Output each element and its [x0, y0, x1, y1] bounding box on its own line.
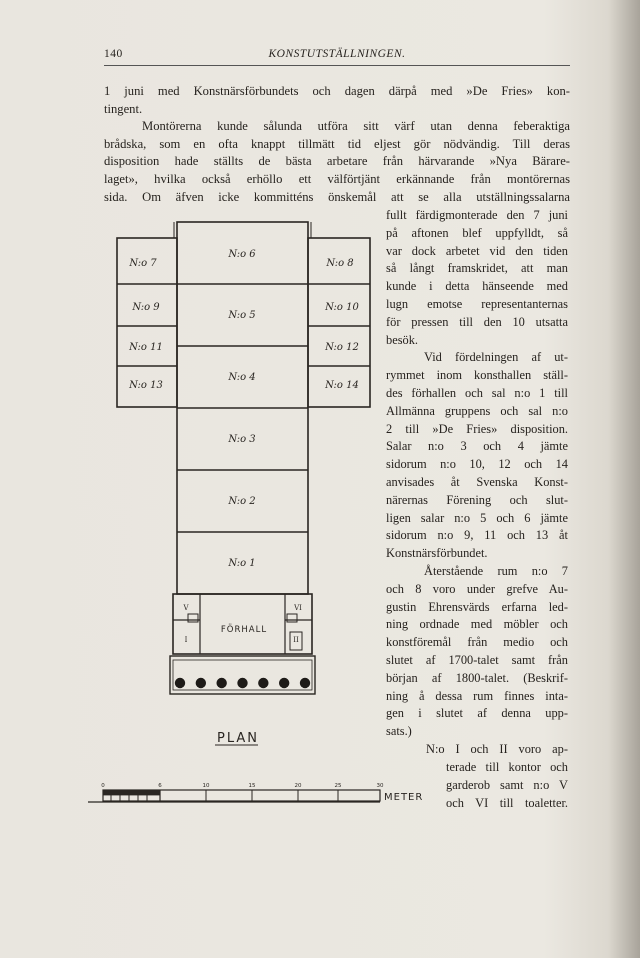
portico: [170, 656, 315, 694]
portico-column: [237, 678, 247, 688]
scale-unit-label: METER: [384, 792, 424, 803]
text-line: rymmet inom konsthallen ställ-: [386, 368, 568, 383]
text-line: Återstående rum n:o 7: [424, 563, 568, 578]
room-label-12: N:o 12: [325, 342, 359, 353]
hall-label: FÖRHALL: [220, 625, 268, 635]
text-line: och VI till toaletter.: [446, 795, 568, 810]
text-line: slutet af 1700-talet samt från: [386, 652, 568, 667]
text-line: kunde i detta hänseende med: [386, 279, 568, 294]
text-line: Salar n:o 3 och 4 jämte: [386, 439, 568, 454]
text-line: sida. Om äfven icke kommitténs önskemål att se alla utställningssalarna: [104, 189, 570, 204]
text-line: början af 1800-talet. (Beskrif-: [386, 670, 568, 685]
text-line: gen i slutet af denna upp-: [386, 706, 568, 721]
room-label-II: II: [293, 636, 299, 644]
room-label-7: N:o 7: [129, 258, 157, 269]
scale-tick-label: 10: [202, 783, 210, 789]
text-line: fullt färdigmonterade den 7 juni: [386, 208, 568, 222]
portico-column: [196, 678, 206, 688]
scale-tick-label: 30: [376, 783, 384, 789]
text-line: var dock arbetet vid den tiden: [386, 243, 568, 258]
page-number: 140: [104, 48, 123, 60]
text-line: sidorum n:o 9, 11 och 13 åt: [386, 528, 568, 543]
portico-column: [216, 678, 226, 688]
text-line: garderob samt n:o V: [446, 777, 568, 792]
text-line: och 8 voro under grefve Au-: [386, 581, 568, 596]
scale-tick-label: 0: [101, 783, 105, 789]
text-line: disposition hade ställts de bästa arbetare från härvarande »Nya Bärare-: [104, 154, 570, 169]
room-label-I: I: [184, 636, 188, 644]
text-line: Montörerna kunde sålunda utföra sitt värf utan denna feberaktiga: [142, 119, 570, 134]
room-label-2: N:o 2: [228, 496, 256, 507]
text-line: gustin Ehrensvärds erfarna led-: [386, 599, 568, 614]
text-line: laget», hvilka också erhöllo ett välförtjänt erkännande från montörernas: [104, 172, 570, 186]
scale-tick-label: 25: [334, 783, 342, 789]
room-label-9: N:o 9: [132, 302, 160, 313]
text-line: så långt framskridet, att man: [386, 261, 568, 276]
scale-tick-label: 20: [294, 783, 302, 789]
room-label-10: N:o 10: [325, 302, 359, 313]
room-label-14: N:o 14: [325, 380, 359, 391]
portico-column: [279, 678, 289, 688]
scale-tick-label: 6: [158, 783, 162, 789]
text-line: 1 juni med Konstnärsförbundets och dagen därpå med »De Fries» kon-: [104, 84, 570, 98]
text-line: sidorum n:o 10, 12 och 14: [386, 457, 568, 472]
text-line: brådska, som en ofta knappt tillmätt tid eljest gör nödvändig. Till deras: [104, 136, 570, 151]
room-label-4: N:o 4: [228, 372, 256, 383]
text-line: för pressen till den 10 utsatta: [386, 314, 568, 329]
portico-columns: [175, 678, 310, 688]
text-line: terade till kontor och: [446, 760, 568, 774]
text-line: på aftonen blef uppfylldt, så: [386, 225, 568, 240]
text-line: sats.): [386, 724, 412, 739]
room-label-3: N:o 3: [228, 434, 256, 445]
running-title: KONSTUTSTÄLLNINGEN.: [268, 48, 406, 60]
text-line: ning ordnade med möbler och: [386, 617, 568, 632]
text-line: besök.: [386, 332, 419, 347]
room-label-8: N:o 8: [326, 258, 354, 269]
text-line: konstföremål från medio och: [386, 635, 568, 650]
text-line: anvisades åt Svenska Konst-: [386, 474, 568, 489]
text-line: N:o I och II voro ap-: [426, 741, 568, 756]
text-line: Konstnärsförbundet.: [386, 546, 488, 561]
room-label-1: N:o 1: [228, 558, 256, 569]
text-line: närernas Förening och slut-: [386, 492, 568, 507]
portico-column: [175, 678, 185, 688]
text-line: des förhallen och sal n:o 1 till: [386, 385, 568, 400]
room-label-11: N:o 11: [129, 342, 163, 353]
scale-tick-label: 15: [248, 783, 256, 789]
plan-caption: PLAN: [217, 731, 259, 746]
room-label-5: N:o 5: [228, 310, 256, 321]
room-label-13: N:o 13: [129, 380, 163, 391]
text-line: Vid fördelningen af ut-: [424, 350, 568, 365]
text-line: tingent.: [104, 101, 143, 116]
room-label-VI: VI: [294, 604, 302, 612]
text-line: ligen salar n:o 5 och 6 jämte: [386, 510, 568, 525]
text-line: Allmänna gruppens och sal n:o: [386, 403, 568, 418]
portico-column: [258, 678, 268, 688]
text-line: lugn emotse representanternas: [386, 296, 568, 311]
text-line: ning å dessa rum finnes inta-: [386, 688, 568, 703]
room-label-V: V: [183, 604, 189, 612]
entrance-section: [173, 594, 312, 654]
portico-column: [300, 678, 310, 688]
room-label-6: N:o 6: [228, 249, 256, 260]
text-line: 2 till »De Fries» disposition.: [386, 421, 568, 436]
